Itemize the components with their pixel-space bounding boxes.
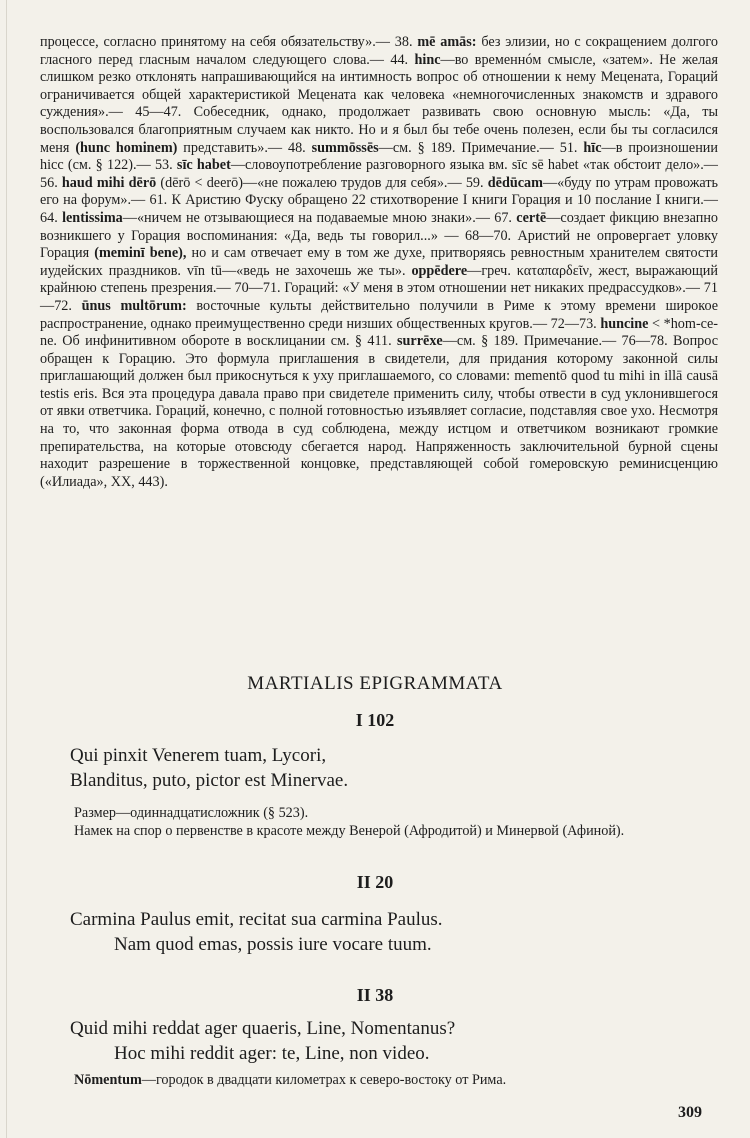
lemma-term: surrēxe <box>397 333 443 350</box>
epigram-verse <box>70 743 348 793</box>
epigram-number: II 38 <box>356 985 394 1005</box>
verse-line: Hoc mihi reddit ager: te, Line, non video. <box>114 1043 430 1064</box>
lemma-term: hinc <box>414 51 441 68</box>
commentary-segment: представить».— 48. <box>177 139 312 156</box>
epigram-note: Намек на спор о первенстве в красоте между Венерой (Афродитой) и Минервой (Афиной). <box>74 823 625 839</box>
commentary-segment: —см. § 189. Примечание.— 76—78. Вопрос обращен к Горацию. Это формула приглашения в свидетели, для придания которому законной силы приглашающий должен был прикоснуться к уху приглашаемого, со словами: mementō quod tu mihi in illā causā testis eris. Вся эта процедура давала право при свидетеле применить силу, чтобы отвести в суд уклонившегося от явки ответчика. Гораций, конечно, с полной готовностью изъявляет согласие, подставляя свое ухо. Несмотря на то, что законная форма отвода в суд соблюдена, между истцом и ответчиком возникают громкие препирательства, на которые отовсюду сбегается народ. Напряженность заключительной бурной сцены находит разрешение в торжественной концовке, представляющей собой гомеровскую реминисценцию («Илиада», XX, 443). <box>40 333 719 490</box>
epigram-number: II 20 <box>356 872 394 892</box>
commentary-segment: —в произношении hicc (см. § 122).— 53. <box>40 139 718 174</box>
commentary-segment: —«ничем не отзывающиеся на подаваемые мною знаки».— 67. <box>122 209 517 226</box>
epigram-verse <box>70 1016 455 1066</box>
commentary-segment: —словоупотребление разговорного языка вм. sīc sē habet «так обстоит дело».— 56. <box>40 157 718 191</box>
verse-line: Nam quod emas, possis iure vocare tuum. <box>114 934 432 955</box>
lemma-term: Nōmentum <box>74 1072 142 1088</box>
lemma-term: (hunc hominem) <box>75 139 178 156</box>
lemma-term: mē amās: <box>417 34 477 50</box>
commentary-segment: без элизии, но с сокращением долгого гласного перед гласным началом следующего слова.— 44. <box>40 34 718 68</box>
commentary-text <box>40 34 718 491</box>
note-text: —городок в двадцати километрах к северо-востоку от Рима. <box>141 1072 507 1088</box>
commentary-segment: —создает фикцию внезапно возникшего у Горация воспоминания: «Да, ведь ты говорил...» — 68—70. Аристий не опровергает уловку Горация <box>40 209 719 262</box>
epigram-note: Размер—одиннадцатисложник (§ 523). <box>74 805 309 821</box>
lemma-term: ūnus multōrum: <box>81 297 187 314</box>
lemma-term: oppēdere <box>411 262 468 279</box>
commentary-segment: —«буду по утрам провожать его на форум».— 61. К Аристию Фуску обращено 22 стихотворение I книги Горация и 10 послание I книги.— 64. <box>40 174 718 226</box>
lemma-term: dēdūcam <box>487 174 543 191</box>
commentary-segment: —см. § 189. Примечание.— 51. <box>378 139 584 156</box>
commentary-segment: восточные культы действительно получили в Риме к этому времени широкое распространение, однако преимущественно среди низших общественных кругов.— 72—73. <box>40 297 719 332</box>
lemma-term: huncine <box>600 315 649 332</box>
lemma-term: certē <box>516 209 547 226</box>
lemma-term: hīc <box>583 139 602 156</box>
commentary-segment: —во временнóм смысле, «затем». Не желая слишком резко отклонять напрашивающийся на интимность вопрос об отношении к нему Мецената, Гораций ограничивается общей характеристикой Мецената как человека «немногочисленных знакомств и здравого суждения».— 45—47. Собеседник, однако, продолжает развивать свою основную мысль: «Да, ты воспользовался благоприятным случаем как никто. Но и я был бы тебе очень полезен, если бы ты согласился меня <box>40 51 718 156</box>
commentary-segment: но и сам отвечает ему в том же духе, притворяясь ревностным хранителем святости иудейских праздников. vīn tū—«ведь не захочешь же ты». <box>40 245 718 279</box>
lemma-term: summōssēs <box>311 139 379 156</box>
lemma-term: lentissima <box>62 209 123 226</box>
verse-line: Carmina Paulus emit, recitat sua carmina Paulus. <box>70 909 443 930</box>
section-title: MARTIALIS EPIGRAMMATA <box>247 673 503 694</box>
commentary-segment: (dērō < deerō)—«не пожалею трудов для себя».— 59. <box>156 174 488 191</box>
epigram-verse <box>70 907 443 957</box>
commentary-segment: —греч. καταπαρδεῖν, жест, выражающий крайнюю степень презрения.— 70—71. Гораций: «У меня в этом отношении нет никаких предрассудков».— 71—72. <box>40 262 718 314</box>
lemma-term: sīc habet <box>176 157 231 174</box>
verse-line: Qui pinxit Venerem tuam, Lycori, <box>70 745 327 766</box>
page-edge <box>6 0 7 1138</box>
commentary-segment: процессе, согласно принятому на себя обязательству».— 38. <box>40 34 418 50</box>
verse-line: Blanditus, puto, pictor est Minervae. <box>70 770 349 791</box>
verse-line: Quid mihi reddat ager quaeris, Line, Nomentanus? <box>70 1018 456 1039</box>
epigram-number: I 102 <box>355 710 395 730</box>
epigram-note <box>74 1072 718 1090</box>
lemma-term: haud mihi dērō <box>61 174 157 191</box>
page-number: 309 <box>678 1104 702 1121</box>
commentary-segment: < *hom-ce-ne. Об инфинитивном обороте в восклицании см. § 411. <box>40 315 718 350</box>
lemma-term: (meminī bene), <box>94 245 187 262</box>
